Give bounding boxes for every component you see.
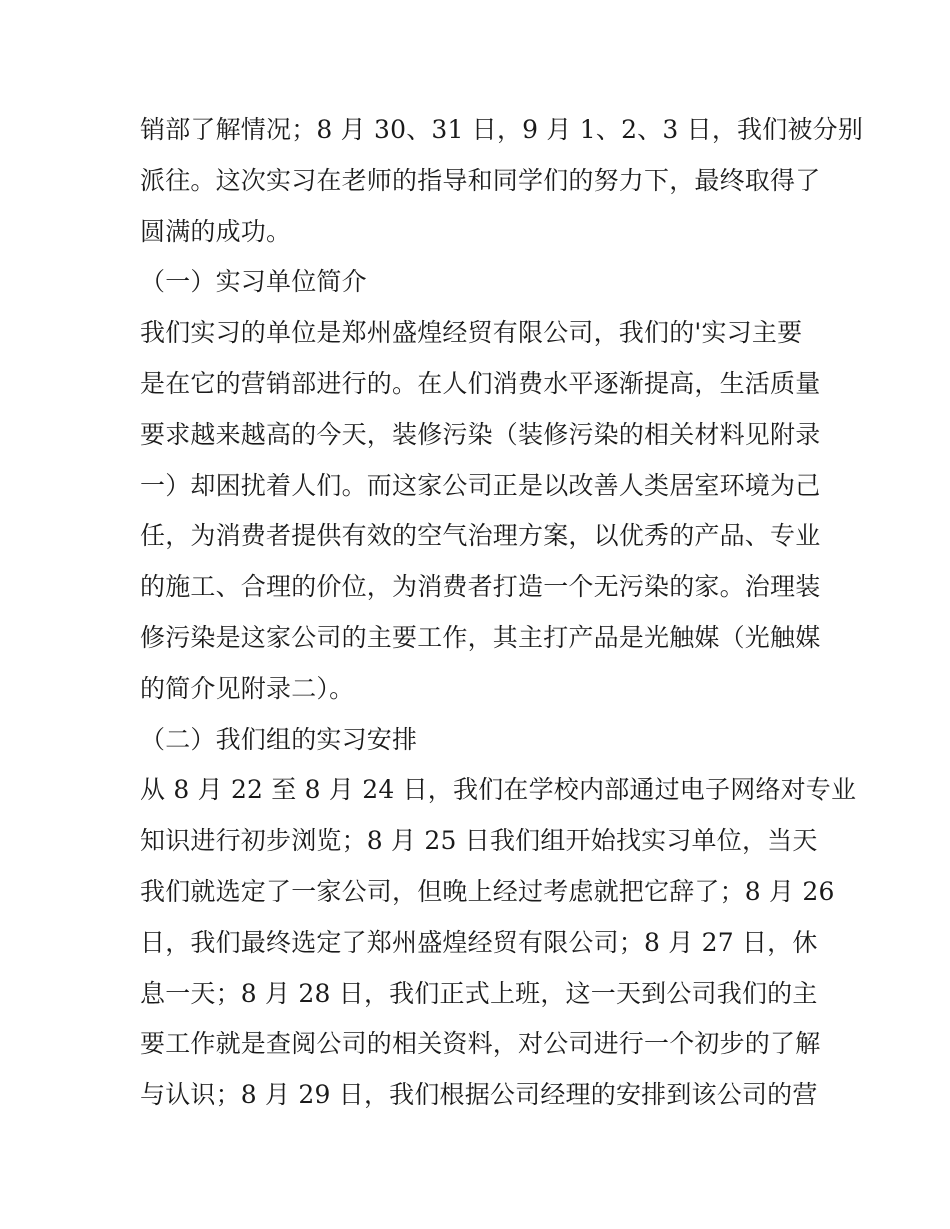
section-heading: （二）我们组的实习安排: [140, 724, 418, 754]
text-line: 从 8 月 22 至 8 月 24 日，我们在学校内部通过电子网络对专业: [140, 775, 857, 805]
text-line: 要求越来越高的今天，装修污染（装修污染的相关材料见附录: [140, 419, 821, 449]
text-line: 的施工、合理的价位，为消费者打造一个无污染的家。治理装: [140, 572, 821, 602]
text-line: 息一天；8 月 28 日，我们正式上班，这一天到公司我们的主: [140, 978, 818, 1008]
text-line: 销部了解情况；8 月 30、31 日，9 月 1、2、3 日，我们被分别: [140, 115, 864, 144]
text-line: 一）却困扰着人们。而这家公司正是以改善人类居室环境为己: [140, 470, 821, 500]
text-line: 任，为消费者提供有效的空气治理方案，以优秀的产品、专业: [140, 521, 821, 551]
text-line: 与认识；8 月 29 日，我们根据公司经理的安排到该公司的营: [140, 1080, 818, 1110]
text-line: 派往。这次实习在老师的指导和同学们的努力下，最终取得了: [140, 165, 821, 195]
text-line: 圆满的成功。: [140, 216, 292, 246]
text-line: 要工作就是查阅公司的相关资料，对公司进行一个初步的了解: [140, 1029, 821, 1059]
text-line: 知识进行初步浏览；8 月 25 日我们组开始找实习单位，当天: [140, 826, 818, 856]
text-line: 日，我们最终选定了郑州盛煌经贸有限公司；8 月 27 日，休: [140, 927, 818, 957]
text-line: 是在它的营销部进行的。在人们消费水平逐渐提高，生活质量: [140, 368, 821, 398]
text-line: 修污染是这家公司的主要工作，其主打产品是光触媒（光触媒: [140, 622, 821, 652]
section-heading: （一）实习单位简介: [140, 267, 367, 297]
text-line: 我们实习的单位是郑州盛煌经贸有限公司，我们的'实习主要: [140, 318, 803, 348]
text-line: 的简介见附录二）。: [140, 673, 355, 703]
document-body: [140, 105, 864, 1121]
text-line: 我们就选定了一家公司，但晚上经过考虑就把它辞了；8 月 26: [140, 876, 835, 906]
